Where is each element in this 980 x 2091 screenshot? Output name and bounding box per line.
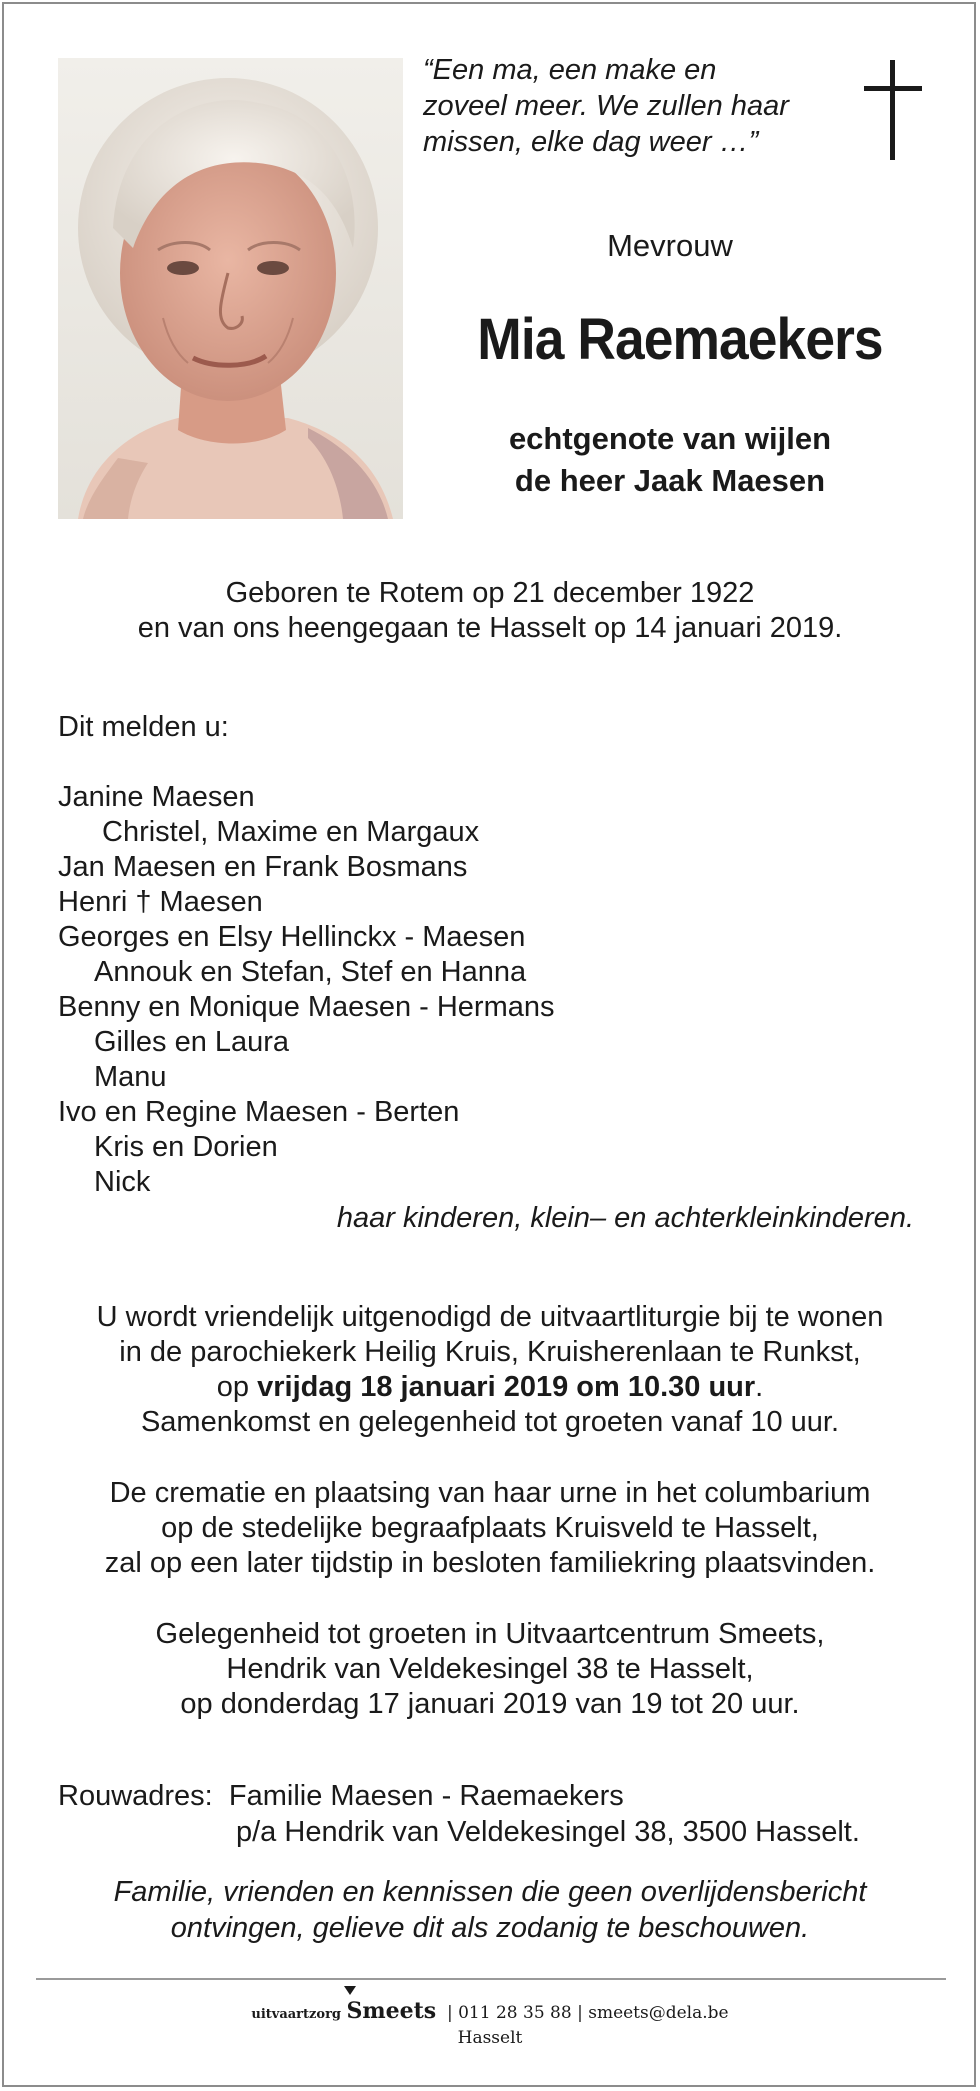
cremation-line: zal op een later tijdstip in besloten familiekring plaatsvinden. xyxy=(104,1547,876,1579)
footer-city: Hasselt xyxy=(457,2028,523,2048)
family-line: Nick xyxy=(94,1166,151,1198)
honorific: Mevrouw xyxy=(607,228,733,263)
spouse-line: de heer Jaak Maesen xyxy=(514,463,826,498)
rouwadres-label: Rouwadres: xyxy=(58,1780,213,1812)
visitation-line: Hendrik van Veldekesingel 38 te Hasselt, xyxy=(226,1653,754,1685)
memorial-quote xyxy=(423,52,843,160)
rouwadres-name: Familie Maesen - Raemaekers xyxy=(228,1780,624,1812)
rouwadres-address: p/a Hendrik van Veldekesingel 38, 3500 Hasselt. xyxy=(236,1816,860,1848)
visitation-line: op donderdag 17 januari 2019 van 19 tot 20 uur. xyxy=(180,1688,800,1720)
funeral-info xyxy=(40,1300,940,1440)
visitation-info xyxy=(40,1617,940,1722)
funeral-line: U wordt vriendelijk uitgenodigd de uitvaartliturgie bij te wonen xyxy=(96,1301,884,1333)
spouse-info xyxy=(440,418,900,502)
quote-line: missen, elke dag weer …” xyxy=(423,126,759,158)
cremation-line: De crematie en plaatsing van haar urne in het columbarium xyxy=(109,1477,871,1509)
funeral-suffix: . xyxy=(755,1371,764,1403)
funeral-home-footer xyxy=(40,1998,940,2048)
cremation-line: op de stedelijke begraafplaats Kruisveld te Hasselt, xyxy=(161,1512,819,1544)
funeral-date-line xyxy=(40,1370,940,1405)
funeral-prefix: op xyxy=(216,1371,250,1403)
announce-text xyxy=(58,710,229,745)
footer-prefix: uitvaartzorg xyxy=(251,2007,342,2022)
funeral-line: Samenkomst en gelegenheid tot groeten vanaf 10 uur. xyxy=(140,1406,840,1438)
family-line: Benny en Monique Maesen - Hermans xyxy=(58,991,555,1023)
family-relation: haar kinderen, klein– en achterkleinkinderen. xyxy=(336,1202,914,1234)
family-line: Annouk en Stefan, Stef en Hanna xyxy=(94,956,527,988)
family-line: Manu xyxy=(94,1061,167,1093)
family-line: Henri † Maesen xyxy=(58,886,263,918)
cross-icon xyxy=(864,60,924,160)
family-line: Gilles en Laura xyxy=(94,1026,290,1058)
family-line: Jan Maesen en Frank Bosmans xyxy=(58,851,468,883)
family-line: Janine Maesen xyxy=(58,781,255,813)
family-list xyxy=(58,780,554,1200)
note-line: Familie, vrienden en kennissen die geen overlijdensbericht xyxy=(113,1876,867,1908)
note-line: ontvingen, gelieve dit als zodanig te beschouwen. xyxy=(170,1912,810,1944)
life-dates xyxy=(40,576,940,646)
announce-line: Dit melden u: xyxy=(58,711,229,743)
funeral-date: vrijdag 18 januari 2019 om 10.30 uur xyxy=(257,1371,756,1403)
notice-note xyxy=(40,1874,940,1946)
cremation-info xyxy=(40,1476,940,1581)
quote-line: zoveel meer. We zullen haar xyxy=(423,90,789,122)
footer-divider xyxy=(36,1978,946,1980)
deceased-name: Mia Raemaekers xyxy=(477,307,883,372)
funeral-line: in de parochiekerk Heilig Kruis, Kruisherenlaan te Runkst, xyxy=(119,1336,861,1368)
footer-email[interactable]: smeets@dela.be xyxy=(588,2003,729,2023)
quote-line: “Een ma, een make en xyxy=(423,54,717,86)
brand-name: Smeets xyxy=(346,1998,437,2024)
portrait-photo xyxy=(58,58,403,519)
rouwadres-line xyxy=(58,1778,860,1814)
family-line: Georges en Elsy Hellinckx - Maesen xyxy=(58,921,526,953)
death-line: en van ons heengegaan te Hasselt op 14 januari 2019. xyxy=(137,612,843,644)
brand-mark-icon xyxy=(344,1986,356,1995)
visitation-line: Gelegenheid tot groeten in Uitvaartcentrum Smeets, xyxy=(155,1618,825,1650)
family-line: Ivo en Regine Maesen - Berten xyxy=(58,1096,460,1128)
footer-brand xyxy=(346,1998,436,2024)
footer-phone: 011 28 35 88 xyxy=(458,2003,572,2023)
birth-line: Geboren te Rotem op 21 december 1922 xyxy=(225,577,755,609)
spouse-line: echtgenote van wijlen xyxy=(508,421,832,456)
family-line: Kris en Dorien xyxy=(94,1131,278,1163)
mourning-address xyxy=(58,1778,860,1850)
family-line: Christel, Maxime en Margaux xyxy=(102,816,480,848)
footer-contact-line: uitvaartzorg Smeets | 011 28 35 88 | smeets@dela.be xyxy=(40,1998,940,2024)
